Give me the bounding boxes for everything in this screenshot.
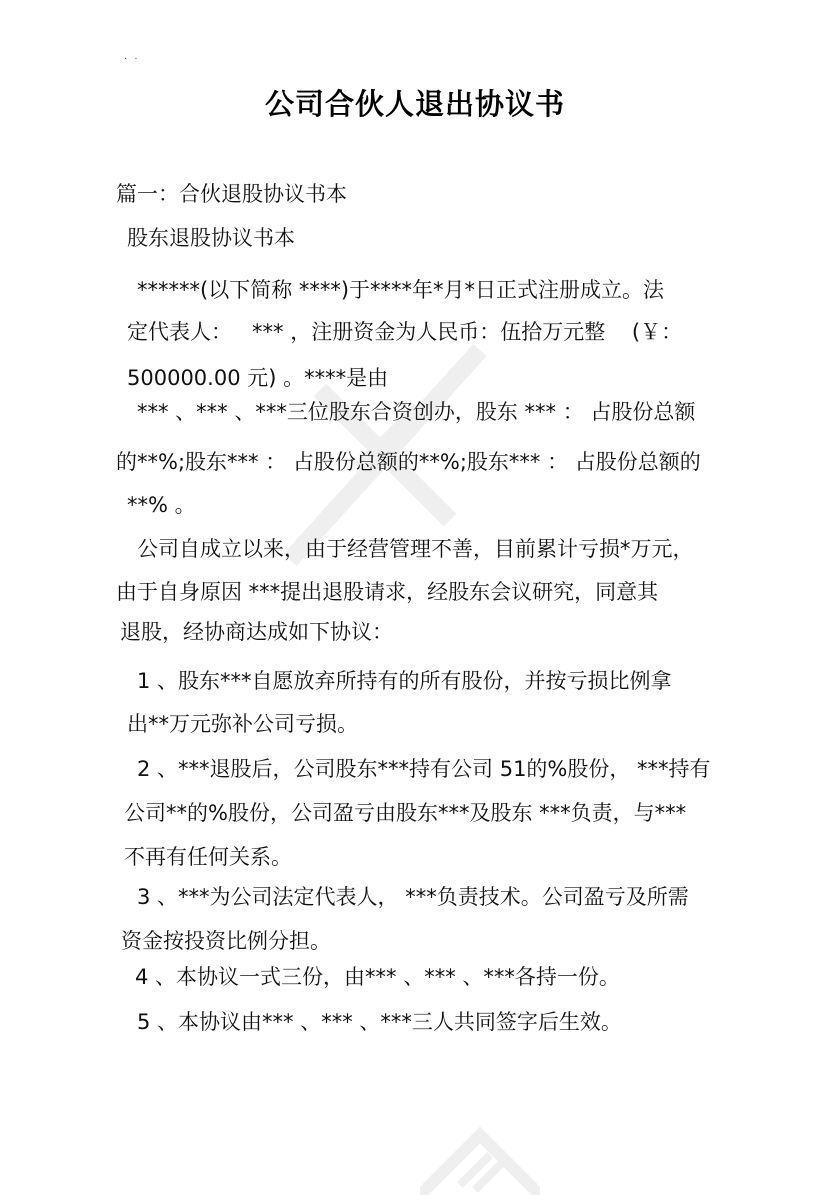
section-heading: 篇一：合伙退股协议书本 (116, 182, 347, 206)
section-subheading: 股东退股协议书本 (127, 226, 295, 250)
clause-line: 不再有任何关系。 (124, 845, 292, 869)
clause-line: 出**万元弥补公司亏损。 (127, 712, 358, 736)
clause-line: 5 、本协议由*** 、*** 、***三人共同签字后生效。 (137, 1010, 622, 1034)
clause-line: 2 、***退股后，公司股东***持有公司 51的%股份， ***持有 (137, 757, 711, 781)
paragraph-line: 500000.00 元) 。****是由 (127, 366, 389, 390)
clause-line: 4 、本协议一式三份，由*** 、*** 、***各持一份。 (135, 965, 620, 989)
paragraph-line: *** 、*** 、***三位股东合资创办，股东 *** ： 占股份总额 (137, 400, 696, 424)
paragraph-line: ******(以下简称 ****)于****年*月*日正式注册成立。法 (137, 278, 665, 302)
paragraph-line: 公司自成立以来，由于经营管理不善，目前累计亏损*万元， (137, 537, 694, 561)
paragraph-line: 由于自身原因 ***提出退股请求，经股东会议研究，同意其 (116, 580, 659, 604)
clause-line: 1 、股东***自愿放弃所持有的所有股份，并按亏损比例拿 (137, 669, 672, 693)
clause-line: 3 、***为公司法定代表人， ***负责技术。公司盈亏及所需 (137, 885, 689, 909)
paragraph-line: **% 。 (127, 493, 196, 517)
paragraph-line: 的**%;股东*** ： 占股份总额的**%;股东*** ： 占股份总额的 (116, 450, 701, 474)
paragraph-line: 定代表人： *** ，注册资金为人民币：伍拾万元整 (￥： (127, 320, 683, 344)
watermark-logo-icon (420, 1115, 540, 1195)
clause-line: 资金按投资比例分担。 (121, 929, 331, 953)
document-title: 公司合伙人退出协议书 (264, 87, 565, 121)
corner-marks: · · (124, 54, 140, 65)
paragraph-line: 退股，经协商达成如下协议： (120, 620, 393, 644)
clause-line: 公司**的%股份，公司盈亏由股东***及股东 ***负责，与*** (124, 801, 687, 825)
